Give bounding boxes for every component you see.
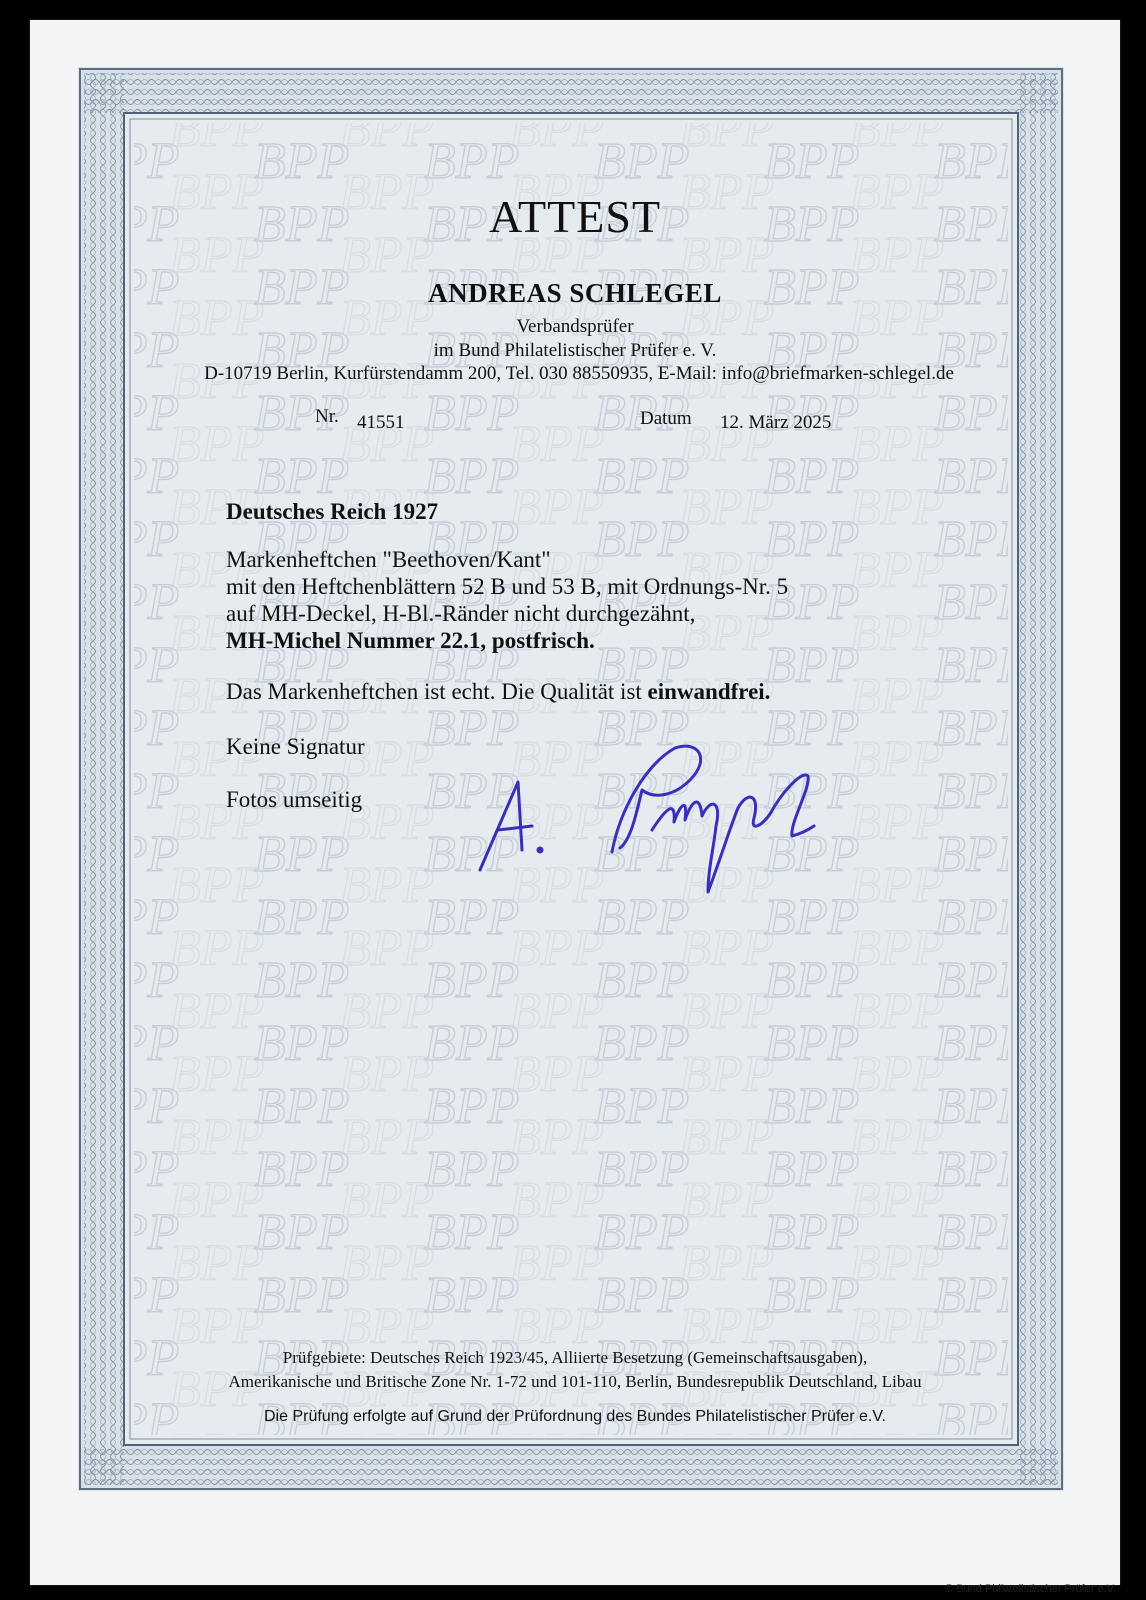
verdict-text — [226, 678, 770, 705]
examiner-role: Verbandsprüfer — [516, 316, 634, 337]
number-label: Nr. — [315, 406, 339, 427]
copyright-notice: © Bund Philatelistischer Prüfer e.V. — [945, 1583, 1116, 1595]
signature-note: Keine Signatur — [226, 734, 365, 759]
handwritten-signature — [470, 730, 850, 910]
description-line: mit den Heftchenblättern 52 B und 53 B, mit Ordnungs-Nr. 5 — [226, 574, 789, 599]
certificate-sheet — [30, 20, 1120, 1585]
description-line: auf MH-Deckel, H-Bl.-Ränder nicht durchgezähnt, — [226, 601, 696, 626]
verdict-prefix: Das Markenheftchen ist echt. Die Qualität ist — [226, 679, 648, 704]
verdict-quality: einwandfrei. — [647, 679, 771, 704]
certificate-content — [30, 20, 1120, 1585]
certificate-date: 12. März 2025 — [720, 412, 832, 433]
date-label: Datum — [640, 408, 692, 429]
photos-note: Fotos umseitig — [226, 787, 363, 812]
item-heading: Deutsches Reich 1927 — [226, 499, 439, 524]
item-description — [226, 546, 788, 654]
certificate-number: 41551 — [357, 412, 405, 433]
description-line: Markenheftchen "Beethoven/Kant" — [226, 547, 551, 572]
certificate-title: ATTEST — [488, 191, 662, 242]
examination-areas-line1: Prüfgebiete: Deutsches Reich 1923/45, Alliierte Besetzung (Gemeinschaftsausgaben), — [282, 1348, 868, 1367]
association-name: im Bund Philatelistischer Prüfer e. V. — [433, 340, 717, 361]
description-line-catalog: MH-Michel Nummer 22.1, postfrisch. — [226, 628, 595, 653]
regulation-note: Die Prüfung erfolgte auf Grund der Prüfordnung des Bundes Philatelistischer Prüfer e.V. — [264, 1408, 886, 1425]
examiner-name: ANDREAS SCHLEGEL — [428, 278, 722, 308]
examiner-address: D-10719 Berlin, Kurfürstendamm 200, Tel. 030 88550935, E-Mail: info@briefmarken-schlegel.de — [204, 363, 954, 384]
examination-areas-line2: Amerikanische und Britische Zone Nr. 1-72 und 101-110, Berlin, Bundesrepublik Deutschland, Libau — [228, 1372, 922, 1391]
